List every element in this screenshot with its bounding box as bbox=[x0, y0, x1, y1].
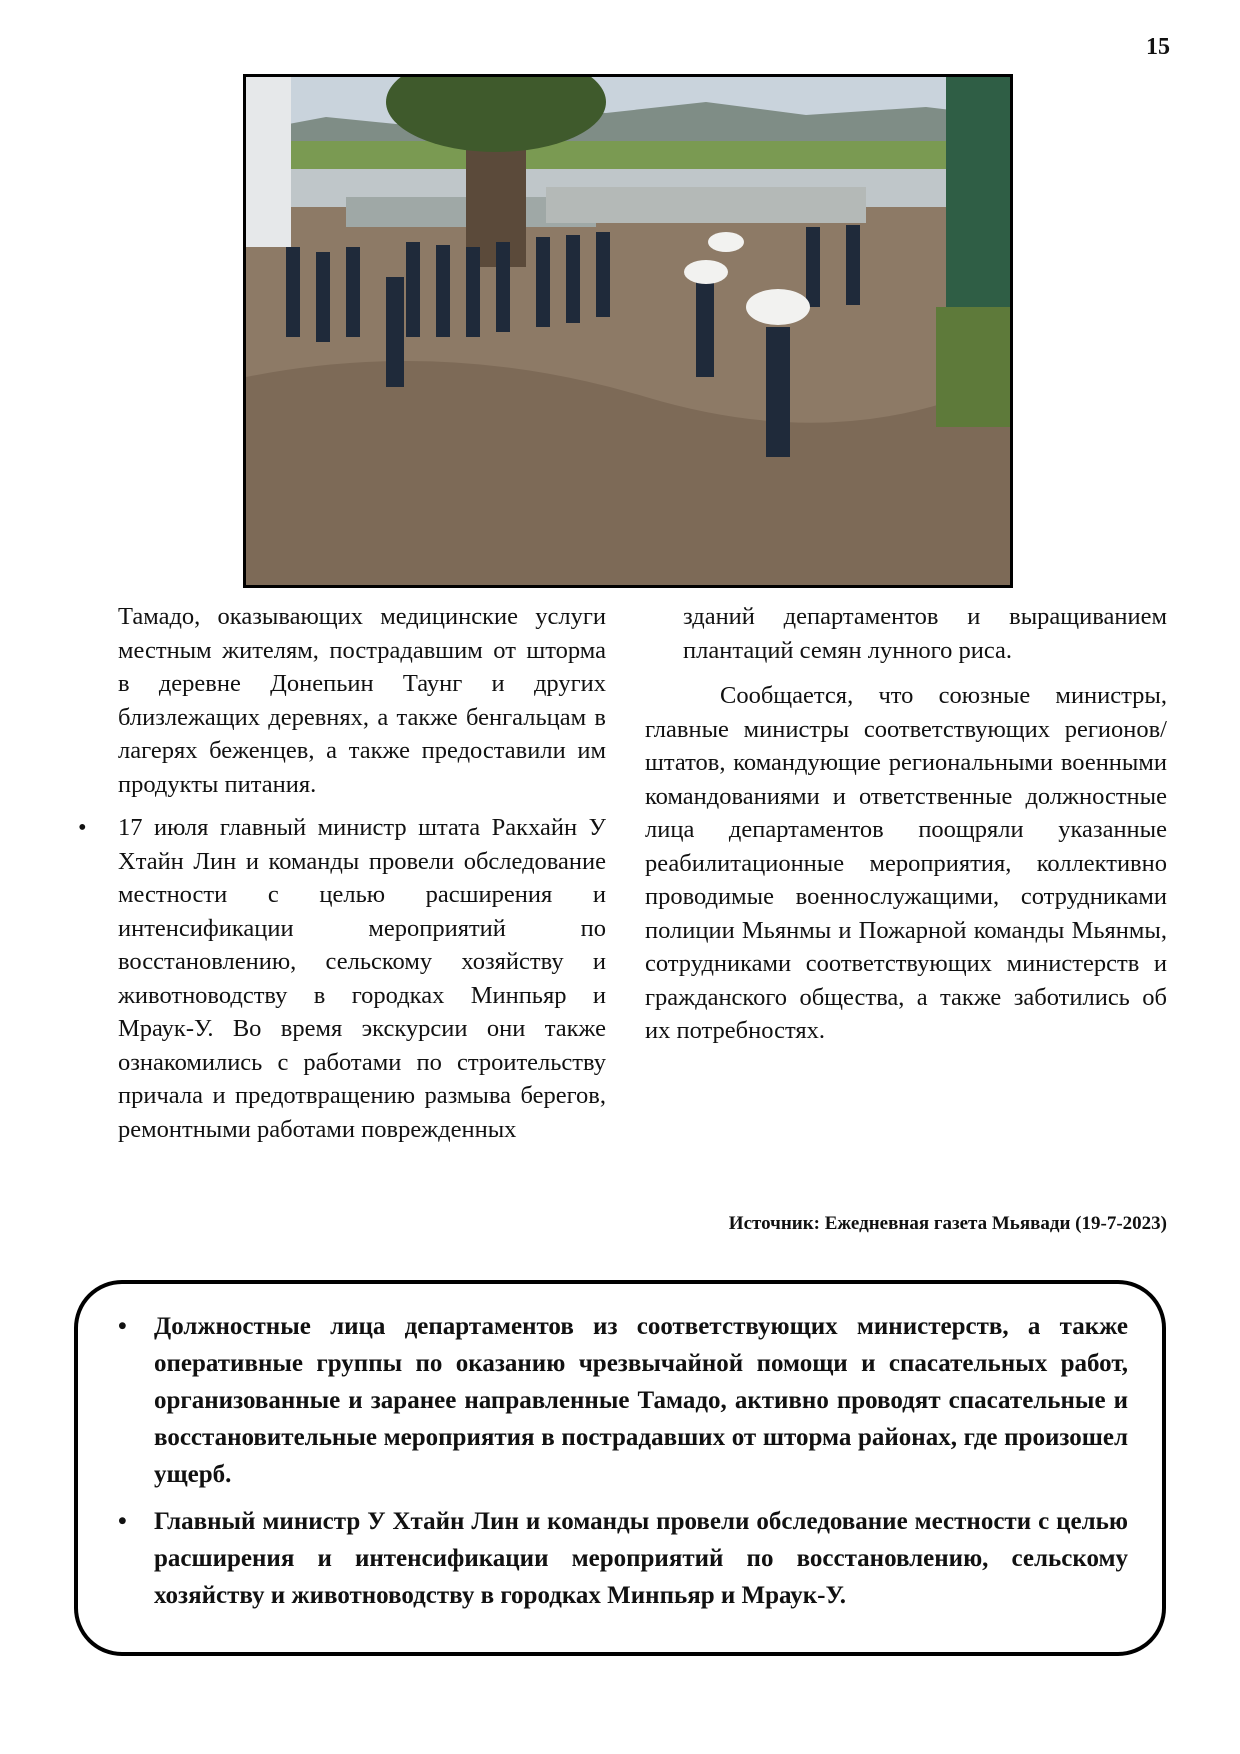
summary-item-text: Главный министр У Хтайн Лин и команды провели обследование местности с целью расширения и интенсификации мероприятий по восстановлению, сельскому хозяйству и животноводству в городках Минпьяр и Мраук-У. bbox=[154, 1508, 1128, 1609]
right-continuation: зданий департаментов и выращиванием плантаций семян лунного риса. bbox=[683, 603, 1167, 664]
summary-box bbox=[74, 1280, 1166, 1656]
bullet-paragraph: 17 июля главный министр штата Ракхайн У Хтайн Лин и команды провели обследование местности с целью расширения и интенсификации мероприятий по восстановлению, сельскому хозяйству и животноводству в городках Минпьяр и Мраук-У. Во время экскурсии они также ознакомились с работами по строительству причала и предотвращению размыва берегов, ремонтными работами поврежденных bbox=[118, 814, 606, 1143]
bullet-item bbox=[78, 811, 606, 1146]
news-photo bbox=[243, 74, 1013, 588]
left-paragraph: Тамадо, оказывающих медицинские услуги местным жителям, пострадавшим от шторма в деревне Донепьин Таунг и других близлежащих деревнях, а также бенгальцам в лагерях беженцев, а также предоставили им продукты питания. bbox=[118, 603, 606, 798]
bullet-marker: • bbox=[118, 1313, 127, 1340]
page-number: 15 bbox=[1146, 34, 1170, 60]
photo-illustration bbox=[246, 77, 1010, 585]
summary-item bbox=[118, 1503, 1128, 1614]
summary-item bbox=[118, 1308, 1128, 1493]
article-right-column bbox=[645, 600, 1167, 1048]
right-paragraph: Сообщается, что союзные министры, главные министры соответствующих регионов/штатов, командующие региональными военными командованиями и ответственные должностные лица департаментов поощряли указанные реабилитационные мероприятия, коллективно проводимые военнослужащими, сотрудниками полиции Мьянмы и Пожарной команды Мьянмы, сотрудниками соответствующих министерств и гражданского общества, а также заботились об их потребностях. bbox=[645, 682, 1167, 1044]
source-citation: Источник: Ежедневная газета Мьявади (19-7-2023) bbox=[728, 1213, 1167, 1234]
summary-item-text: Должностные лица департаментов из соответствующих министерств, а также оперативные группы по оказанию чрезвычайной помощи и спасательных работ, организованные и заранее направленные Тамадо, активно проводят спасательные и восстановительные мероприятия в пострадавших от шторма районах, где произошел ущерб. bbox=[154, 1313, 1128, 1488]
article-left-column bbox=[78, 600, 606, 1146]
bullet-marker: • bbox=[118, 1508, 127, 1535]
bullet-marker: • bbox=[78, 814, 87, 841]
summary-list bbox=[118, 1308, 1128, 1614]
